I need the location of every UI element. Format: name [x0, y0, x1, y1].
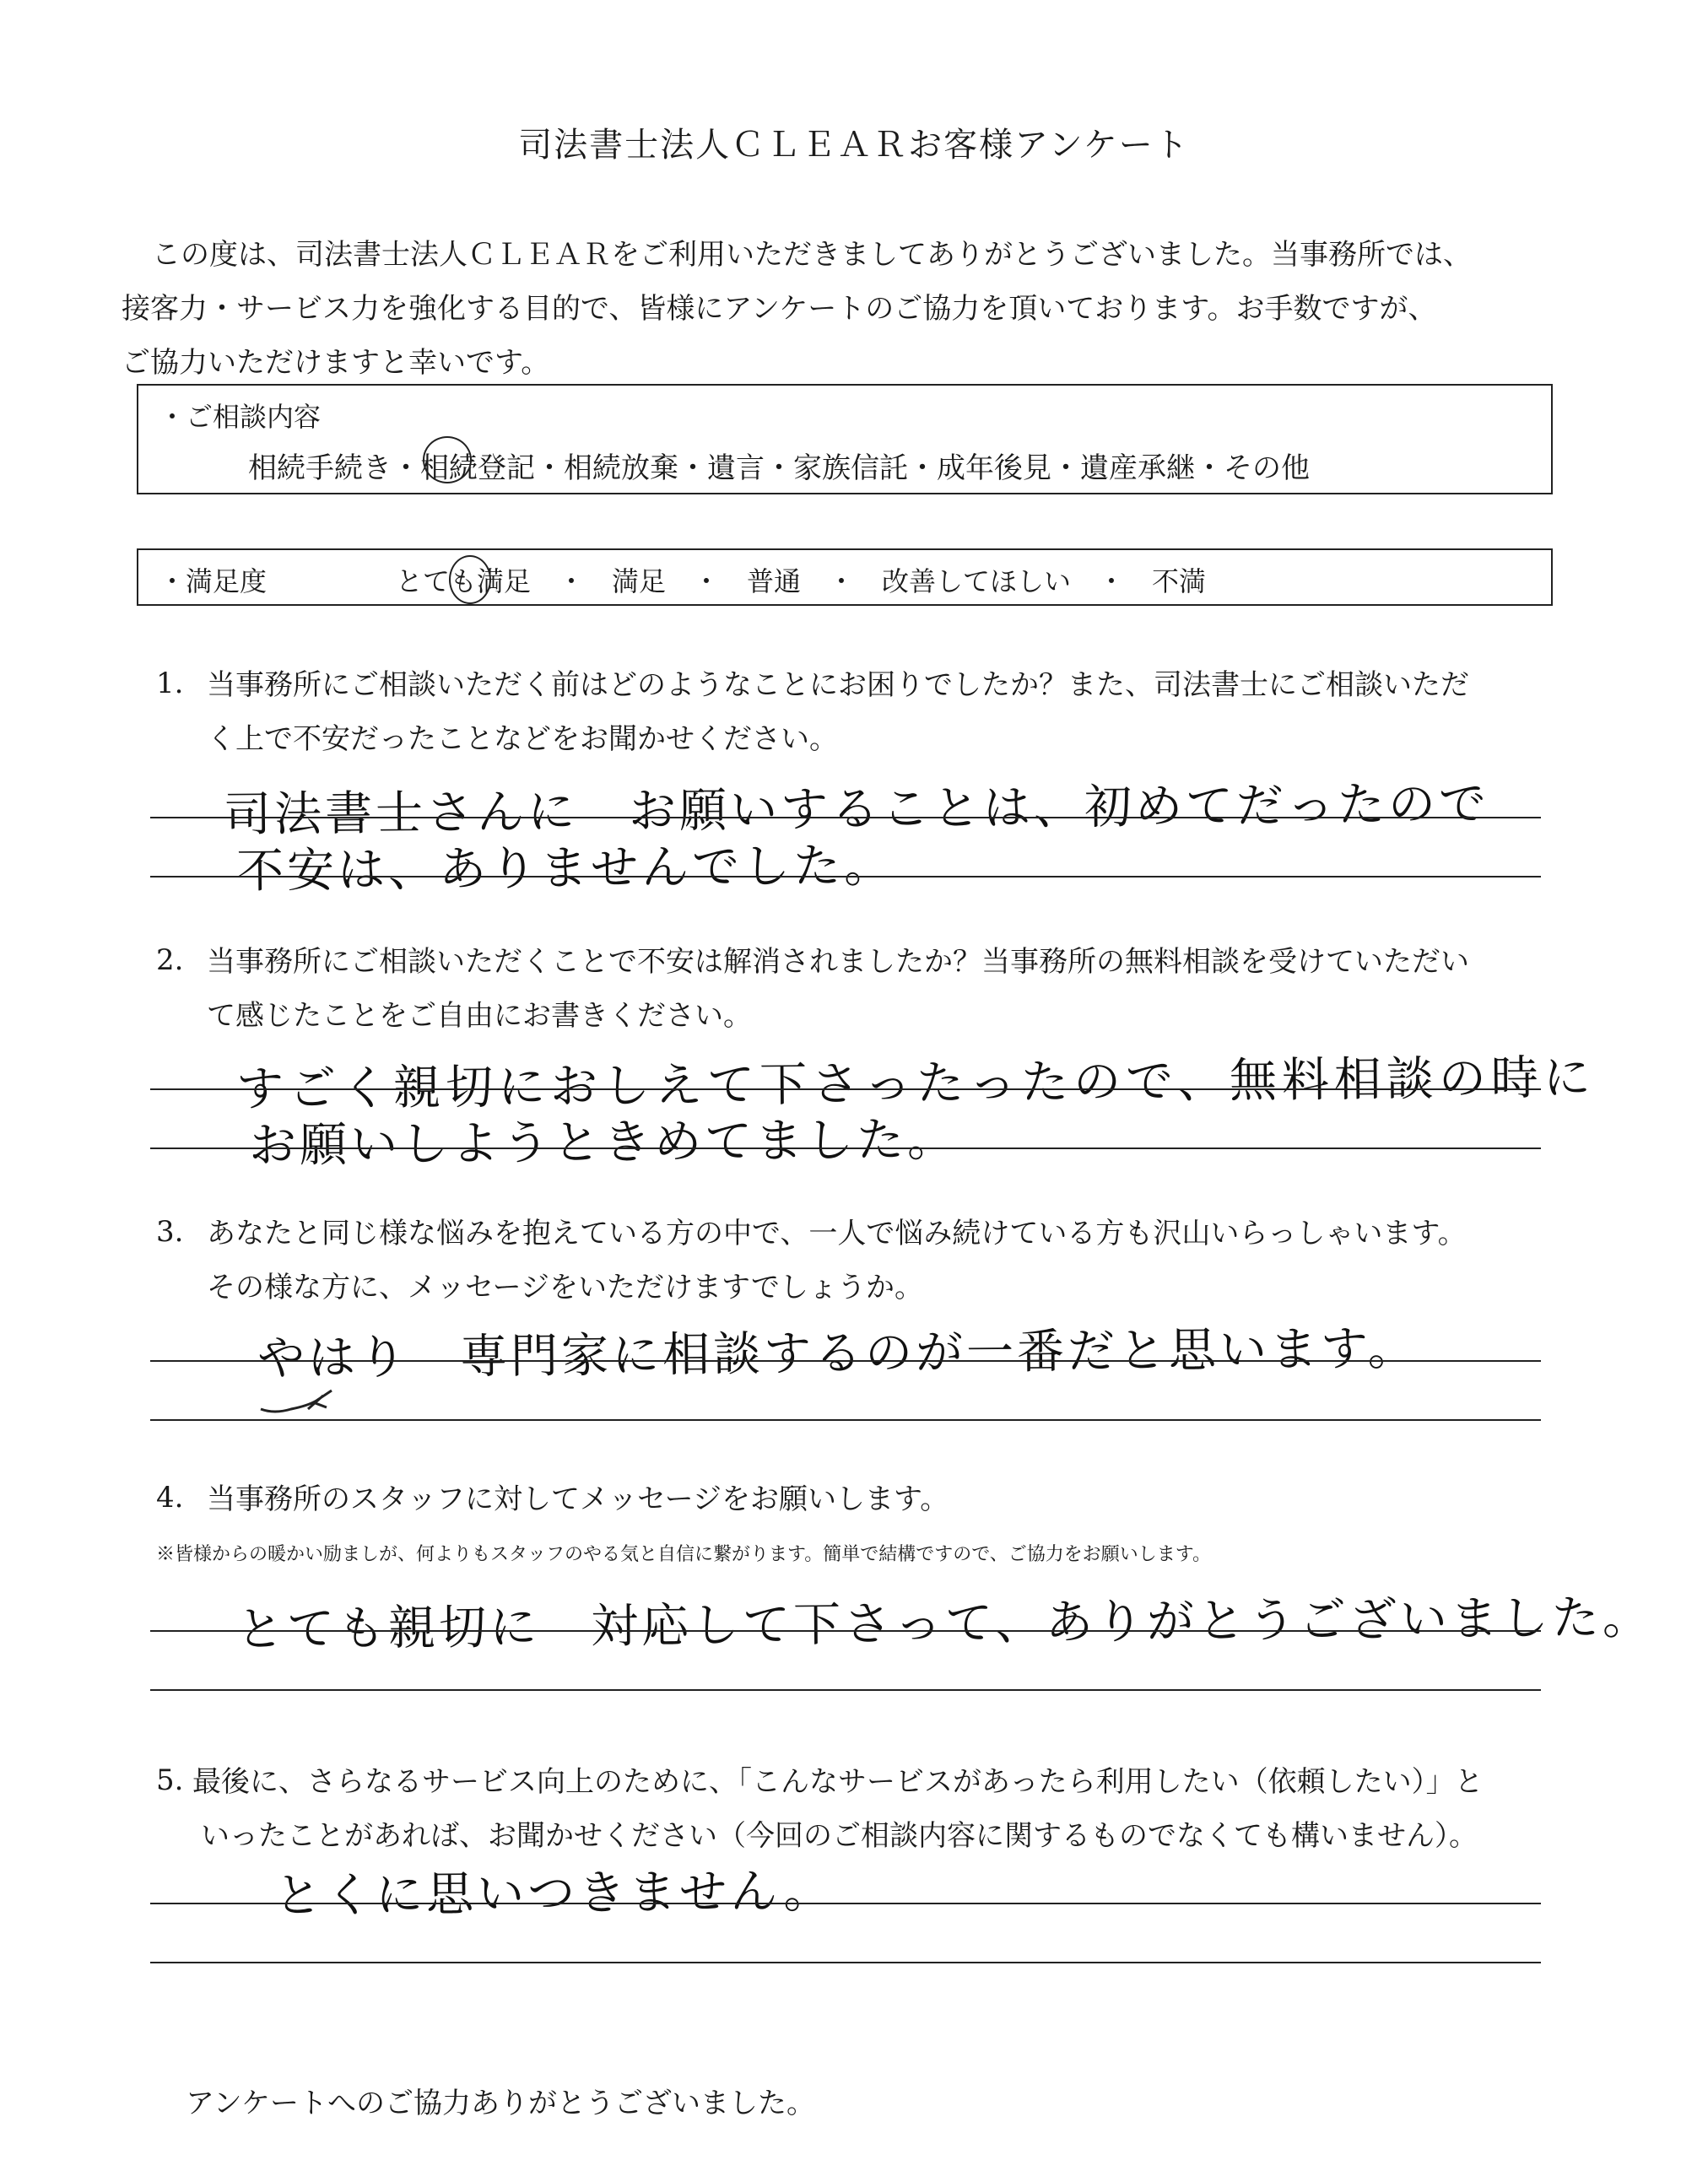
consultation-circle-mark — [423, 436, 472, 483]
satisfaction-box — [137, 548, 1553, 606]
question-5-number: 5. — [156, 1763, 184, 1797]
footer-thanks: アンケートへのご協力ありがとうございました。 — [186, 2087, 815, 2120]
consultation-box — [137, 384, 1553, 494]
question-line: て感じたことをご自由にお書きください。 — [207, 999, 752, 1033]
answer-2-line-1: すごく親切におしえて下さったったので、無料相談の時に — [235, 1050, 1597, 1118]
satisfaction-circle-mark — [449, 555, 491, 604]
answer-3-line-1: やはり 専門家に相談するのが一番だと思います。 — [257, 1320, 1419, 1387]
answer-2-rule — [150, 1148, 1541, 1149]
consultation-label: ・ご相談内容 — [159, 401, 322, 433]
satisfaction-options[interactable]: とても満足 ・ 満足 ・ 普通 ・ 改善してほしい ・ 不満 — [396, 565, 1207, 597]
question-line: いったことがあれば、お聞かせください（今回のご相談内容に関するものでなくても構いません）。 — [201, 1819, 1478, 1853]
intro-line: 接客力・サービス力を強化する目的で、皆様にアンケートのご協力を頂いております。お手数ですが、 — [122, 292, 1437, 326]
question-3-number: 3. — [156, 1215, 184, 1249]
answer-1-rule — [150, 876, 1541, 878]
answer-2-rule — [150, 1088, 1541, 1090]
answer-5-rule — [150, 1903, 1541, 1904]
answer-4-rule — [150, 1630, 1541, 1632]
question-line: く上で不安だったことなどをお聞かせください。 — [207, 722, 838, 756]
answer-5-rule — [150, 1962, 1541, 1963]
answer-1-line-1: 司法書士さんに お願いすることは、初めてだったので — [223, 776, 1490, 843]
question-4-note: ※皆様からの暖かい励ましが、何よりもスタッフのやる気と自信に繋がります。簡単で結構ですので、ご協力をお願いします。 — [156, 1544, 1212, 1565]
question-line: 最後に、さらなるサービス向上のために、「こんなサービスがあったら利用したい（依頼したい）」と — [192, 1765, 1484, 1799]
question-line: その様な方に、メッセージをいただけますでしょうか。 — [207, 1271, 923, 1304]
question-line: あなたと同じ様な悩みを抱えている方の中で、一人で悩み続けている方も沢山いらっしゃいます。 — [207, 1217, 1467, 1250]
answer-1-rule — [150, 817, 1541, 818]
intro-line: ご協力いただけますと幸いです。 — [122, 346, 550, 380]
intro-text — [122, 228, 1570, 390]
question-1-text — [207, 658, 1624, 766]
answer-3-rule — [150, 1419, 1541, 1421]
question-line: 当事務所にご相談いただくことで不安は解消されましたか？当事務所の無料相談を受けていただい — [207, 945, 1469, 979]
answer-3-rule — [150, 1360, 1541, 1362]
question-4-text — [207, 1472, 1624, 1526]
question-2-text — [207, 935, 1624, 1043]
question-3-text — [207, 1207, 1624, 1315]
consultation-options[interactable]: 相続手続き・相続登記・相続放棄・遺言・家族信託・成年後見・遺産承継・その他 — [248, 451, 1310, 485]
question-line: 当事務所のスタッフに対してメッセージをお願いします。 — [207, 1482, 949, 1516]
answer-4-rule — [150, 1689, 1541, 1691]
answer-5-line-1: とくに思いつきません。 — [273, 1864, 835, 1924]
answer-1-line-2: 不安は、ありませんでした。 — [235, 838, 895, 899]
answer-2-line-2: お願いしようときめてました。 — [248, 1112, 959, 1174]
question-1-number: 1. — [156, 667, 184, 700]
satisfaction-label: ・満足度 — [159, 565, 268, 597]
question-line: 当事務所にご相談いただく前はどのようなことにお困りでしたか？また、司法書士にご相談いただ — [207, 668, 1469, 702]
intro-line: この度は、司法書士法人ＣＬＥＡＲをご利用いただきましてありがとうございました。当事務所では、 — [152, 238, 1472, 272]
question-5-text — [192, 1755, 1610, 1863]
ink-scribble-icon — [257, 1384, 338, 1418]
survey-title: 司法書士法人ＣＬＥＡＲお客様アンケート — [518, 126, 1190, 165]
question-2-number: 2. — [156, 943, 184, 977]
question-4-number: 4. — [156, 1481, 184, 1515]
answer-4-line-1: とても親切に 対応して下さって、ありがとうございました。 — [235, 1590, 1654, 1658]
